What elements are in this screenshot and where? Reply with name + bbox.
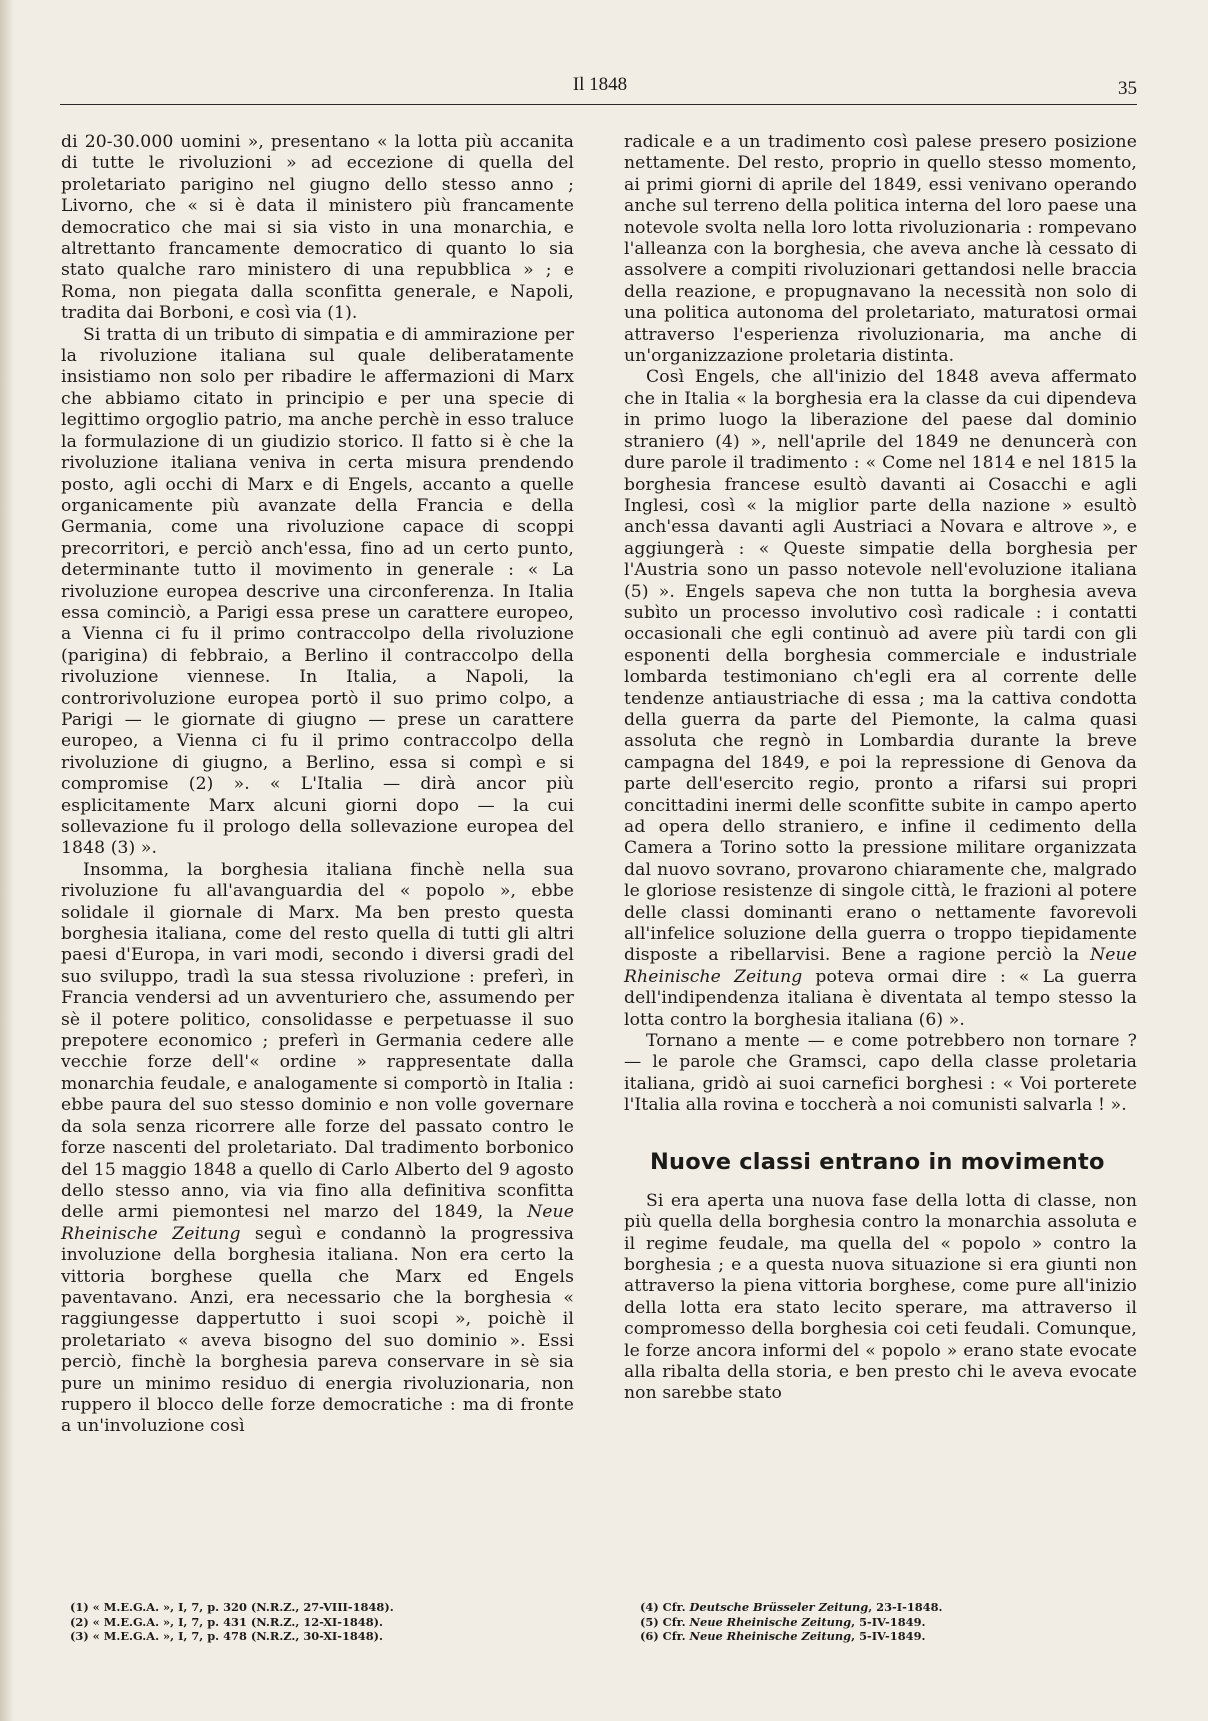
footnote-title: Deutsche Brüsseler Zeitung <box>689 1600 869 1614</box>
newspaper-title: Neue Rheinische Zeitung <box>624 945 1137 987</box>
footnotes-left <box>70 1600 583 1644</box>
header-rule <box>60 104 1137 105</box>
paragraph-text: Così Engels, che all'inizio del 1848 aveva affermato che in Italia « la borghesia era la classe da cui dipendeva in primo luogo la liberazione del paese dal dominio straniero (4) », nell'aprile del 1849 ne denuncerà con dure parole il tradimento : « Come nel 1814 e nel 1815 la borghesia francese esultò davanti ai Cosacchi e agli Inglesi, così « la miglior parte della nazione » esultò anch'essa davanti agli Austriaci a Novara e altrove », e aggiungerà : « Queste simpatie della borghesia per l'Austria sono un passo notevole nell'evoluzione italiana (5) ». Engels sapeva che non tutta la borghesia aveva subìto un processo involutivo così radicale : i contatti occasionali che egli continuò ad avere più tardi con gli esponenti della borghesia commerciale e industriale lombarda testimoniano ch'egli era al corrente delle tendenze antiaustriache di essa ; ma la cattiva condotta della guerra da parte del Piemonte, la calma quasi assoluta che regnò in Lombardia durante la breve campagna del 1849, e poi la repressione di Genova da parte dell'esercito regio, pronto a rifarsi sui propri concittadini inermi delle sconfitte subite in campo aperto ad opera dello straniero, e infine il cedimento della Camera a Torino sotto la pressione militare organizzata dal nuovo sovrano, provarono chiaramente che, malgrado le gloriose resistenze di singole città, le frazioni al potere delle classi dominanti erano o nettamente favorevoli all'infelice soluzione della guerra o troppo tiepidamente disposte a ribellarvisi. Bene a ragione perciò la <box>624 367 1137 966</box>
footnote-title: Neue Rheinische Zeitung <box>689 1629 852 1644</box>
footnote <box>640 1629 1153 1644</box>
paragraph-text: Insomma, la borghesia italiana finchè nella sua rivoluzione fu all'avanguardia del « popolo », ebbe solidale il giornale di Marx. Ma ben presto questa borghesia italiana, come del resto quella di tutti gli altri paesi d'Europa, in vari modi, secondo i diversi gradi del suo sviluppo, tradì la sua stessa rivoluzione : preferì, in Francia vendersi ad un avventuriero che, assumendo per sè il potere politico, consolidasse e perpetuasse il suo prepotere economico ; preferì in Germania cedere alle vecchie forze dell'« ordine » rappresentate dalla monarchia feudale, e analogamente si comportò in Italia : ebbe paura del suo stesso dominio e non volle governare da sola senza ricorrere alle forze del passato contro le forze nascenti del proletariato. Dal tradimento borbonico del 15 maggio 1848 a quello di Carlo Alberto del 9 agosto dello stesso anno, via via fino alla definitiva sconfitta delle armi piemontesi nel marzo del 1849, la <box>61 859 574 1223</box>
paragraph: Si era aperta una nuova fase della lotta di classe, non più quella della borghesia contro la monarchia assoluta e il regime feudale, ma quella del « popolo » contro la borghesia ; e a questa nuova situazione si era giunti non attraverso la piena vittoria borghese, come pure all'inizio della lotta era stato lecito sperare, ma attraverso il compromesso della borghesia coi ceti feudali. Comunque, le forze ancora informi del « popolo » erano state evocate alla ribalta della storia, e ben presto chi le aveva evocate non sarebbe stato <box>624 1190 1137 1404</box>
footnote-prefix: (5) Cfr. <box>640 1614 690 1629</box>
footnote <box>640 1600 1153 1615</box>
footnote-suffix: , 5-IV-1849. <box>851 1629 926 1644</box>
page-number: 35 <box>1118 78 1137 99</box>
newspaper-title: Neue Rheinische Zeitung <box>61 1202 574 1244</box>
left-column <box>61 132 574 1438</box>
footnote-prefix: (4) Cfr. <box>640 1600 690 1614</box>
footnote-suffix: , 23-I-1848. <box>868 1600 943 1614</box>
footnotes-right <box>640 1600 1153 1644</box>
footnote <box>640 1615 1153 1630</box>
paragraph-text: poteva ormai dire : « La guerra dell'indipendenza italiana è diventata al tempo stesso la lotta contro la borghesia italiana (6) ». <box>624 966 1138 1030</box>
footnote-title: Neue Rheinische Zeitung <box>689 1614 852 1629</box>
footnote-prefix: (6) Cfr. <box>640 1629 690 1644</box>
right-column <box>624 132 1137 1405</box>
paragraph: Si tratta di un tributo di simpatia e di ammirazione per la rivoluzione italiana sul quale deliberatamente insistiamo non solo per ribadire le affermazioni di Marx che abbiamo citato in principio e per una specie di legittimo orgoglio patrio, ma anche perchè in esso traluce la formulazione di un giudizio storico. Il fatto si è che la rivoluzione italiana veniva in certa misura prendendo posto, agli occhi di Marx e di Engels, accanto a quelle organicamente più avanzate della Francia e della Germania, come una rivoluzione capace di scoppi precorritori, e perciò anch'essa, fino ad un certo punto, determinante tutto il movimento in generale : « La rivoluzione europea descrive una circonferenza. In Italia essa cominciò, a Parigi essa prese un carattere europeo, a Vienna ci fu il primo contraccolpo della rivoluzione (parigina) di febbraio, a Berlino il contraccolpo della rivoluzione viennese. In Italia, a Napoli, la controrivoluzione europea portò il suo primo colpo, a Parigi — le giornate di giugno — prese un carattere europeo, a Vienna ci fu il primo contraccolpo della rivoluzione di giugno, a Berlino, essa si compì e si compromise (2) ». « L'Italia — dirà ancor più esplicitamente Marx alcuni giorni dopo — la cui sollevazione fu il prologo della sollevazione europea del 1848 (3) ». <box>61 324 575 859</box>
paragraph: radicale e a un tradimento così palese presero posizione nettamente. Del resto, proprio in quello stesso momento, ai primi giorni di aprile del 1849, essi venivano operando anche sul terreno della politica interna del loro paese una notevole svolta nella loro lotta rivoluzionaria : rompevano l'alleanza con la borghesia, che aveva anche là cessato di assolvere a compiti rivoluzionari gettandosi nelle braccia della reazione, e propugnavano la necessità non solo di una politica autonoma del proletariato, maturatosi ormai attraverso l'esperienza rivoluzionaria, ma anche di un'organizzazione proletaria distinta. <box>624 132 1137 367</box>
paragraph: Tornano a mente — e come potrebbero non tornare ? — le parole che Gramsci, capo della classe proletaria italiana, gridò ai suoi carnefici borghesi : « Voi porterete l'Italia alla rovina e toccherà a noi comunisti salvarla ! ». <box>624 1031 1137 1116</box>
footnote: (1) « M.E.G.A. », I, 7, p. 320 (N.R.Z., 27-VIII-1848). <box>70 1600 394 1614</box>
footnote: (2) « M.E.G.A. », I, 7, p. 431 (N.R.Z., 12-XI-1848). <box>70 1614 384 1629</box>
paragraph <box>61 860 574 1438</box>
paragraph-text: seguì e condannò la progressiva involuzione della borghesia italiana. Non era certo la vittoria borghese quella che Marx ed Engels paventavano. Anzi, era necessario che la borghesia « raggiungesse dappertutto i suoi scopi », poichè il proletariato « aveva bisogno del suo dominio ». Essi perciò, finchè la borghesia pareva conservare in sè sia pure un minimo residuo di energia rivoluzionaria, non ruppero il blocco delle forze democratiche : ma di fronte a un'involuzione così <box>61 1223 574 1437</box>
section-heading: Nuove classi entrano in movimento <box>650 1148 1105 1175</box>
running-title: Il 1848 <box>572 74 628 95</box>
paragraph <box>624 367 1137 1031</box>
footnote-suffix: , 5-IV-1849. <box>851 1614 926 1629</box>
paragraph: di 20-30.000 uomini », presentano « la lotta più accanita di tutte le rivoluzioni » ad eccezione di quella del proletariato parigino nel giugno dello stesso anno ; Livorno, che « si è data il ministero più francamente democratico che mai si sia visto in una monarchia, e altrettanto francamente democratico di quanto lo sia stato qualche raro ministero di una repubblica » ; e Roma, non piegata dalla sconfitta generale, e Napoli, tradita dai Borboni, e così via (1). <box>61 132 574 324</box>
footnote: (3) « M.E.G.A. », I, 7, p. 478 (N.R.Z., 30-XI-1848). <box>70 1629 384 1644</box>
page-binding-shadow <box>0 0 14 1721</box>
